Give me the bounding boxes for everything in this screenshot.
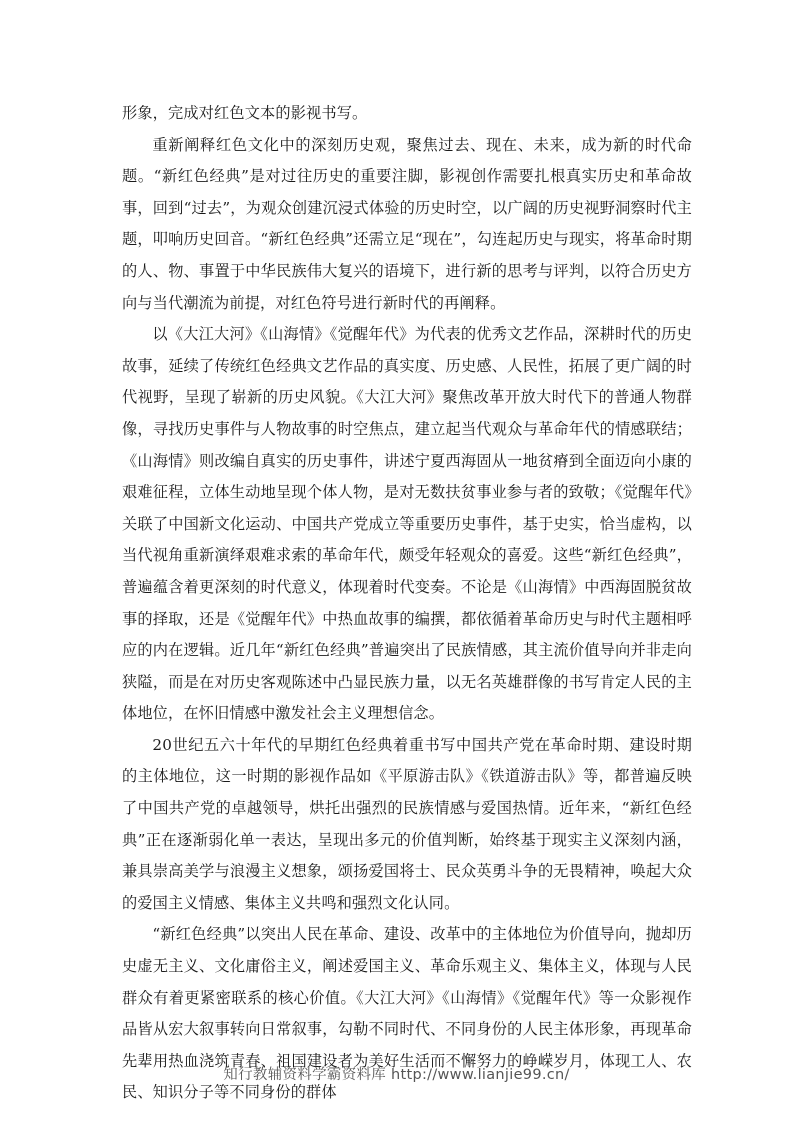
paragraph-1: 形象，完成对红色文本的影视书写。 bbox=[122, 104, 368, 122]
paragraph-3: 以《大江大河》《山海情》《觉醒年代》为代表的优秀文艺作品，深耕时代的历史故事，延续了传统红色经典文艺作品的真实度、历史感、人民性，拓展了更广阔的时代视野，呈现了崭新的历史风貌。《大江大河》聚焦改革开放大时代下的普通人物群像，寻找历史事件与人物故事的时空焦点，建立起当代观众与革命年代的情感联结；《山海情》则改编自真实的历史事件，讲述宁夏西海固从一地贫瘠到全面迈向小康的艰难征程，立体生动地呈现个体人物，是对无数扶贫事业参与者的致敬；《觉醒年代》关联了中国新文化运动、中国共产党成立等重要历史事件，基于史实，恰当虚构，以当代视角重新演绎艰难求索的革命年代，颇受年轻观众的喜爱。这些“新红色经典”，普遍蕴含着更深刻的时代意义，体现着时代变奏。不论是《山海情》中西海固脱贫故事的择取，还是《觉醒年代》中热血故事的编撰，都依循着革命历史与时代主题相呼应的内在逻辑。近几年“新红色经典”普遍突出了民族情感，其主流价值导向并非走向狭隘，而是在对历史客观陈述中凸显民族力量，以无名英雄群像的书写肯定人民的主体地位，在怀旧情感中激发社会主义理想信念。 bbox=[122, 325, 692, 723]
footer-watermark: 知行教辅资料学霸资料库 http://www.lianjie99.cn/ bbox=[223, 1067, 570, 1083]
document-body bbox=[122, 98, 692, 1109]
paragraph-5: “新红色经典”以突出人民在革命、建设、改革中的主体地位为价值导向，抛却历史虚无主义、文化庸俗主义，阐述爱国主义、革命乐观主义、集体主义，体现与人民群众有着更紧密联系的核心价值。《大江大河》《山海情》《觉醒年代》等一众影视作品皆从宏大叙事转向日常叙事，勾勒不同时代、不同身份的人民主体形象，再现革命先辈用热血浇筑青春、祖国建设者为美好生活而不懈努力的峥嵘岁月，体现工人、农民、知识分子等不同身份的群体 bbox=[122, 925, 692, 1102]
paragraph-4: 20世纪五六十年代的早期红色经典着重书写中国共产党在革命时期、建设时期的主体地位，这一时期的影视作品如《平原游击队》《铁道游击队》等，都普遍反映了中国共产党的卓越领导，烘托出强烈的民族情感与爱国热情。近年来，“新红色经典”正在逐渐弱化单一表达，呈现出多元的价值判断，始终基于现实主义深刻内涵，兼具崇高美学与浪漫主义想象，颂扬爱国将士、民众英勇斗争的无畏精神，唤起大众的爱国主义情感、集体主义共鸣和强烈文化认同。 bbox=[122, 735, 692, 912]
paragraph-2: 重新阐释红色文化中的深刻历史观，聚焦过去、现在、未来，成为新的时代命题。“新红色经典”是对过往历史的重要注脚，影视创作需要扎根真实历史和革命故事，回到“过去”，为观众创建沉浸式体验的历史时空，以广阔的历史视野洞察时代主题，叩响历史回音。“新红色经典”还需立足“现在”，勾连起历史与现实，将革命时期的人、物、事置于中华民族伟大复兴的语境下，进行新的思考与评判，以符合历史方向与当代潮流为前提，对红色符号进行新时代的再阐释。 bbox=[122, 135, 692, 312]
